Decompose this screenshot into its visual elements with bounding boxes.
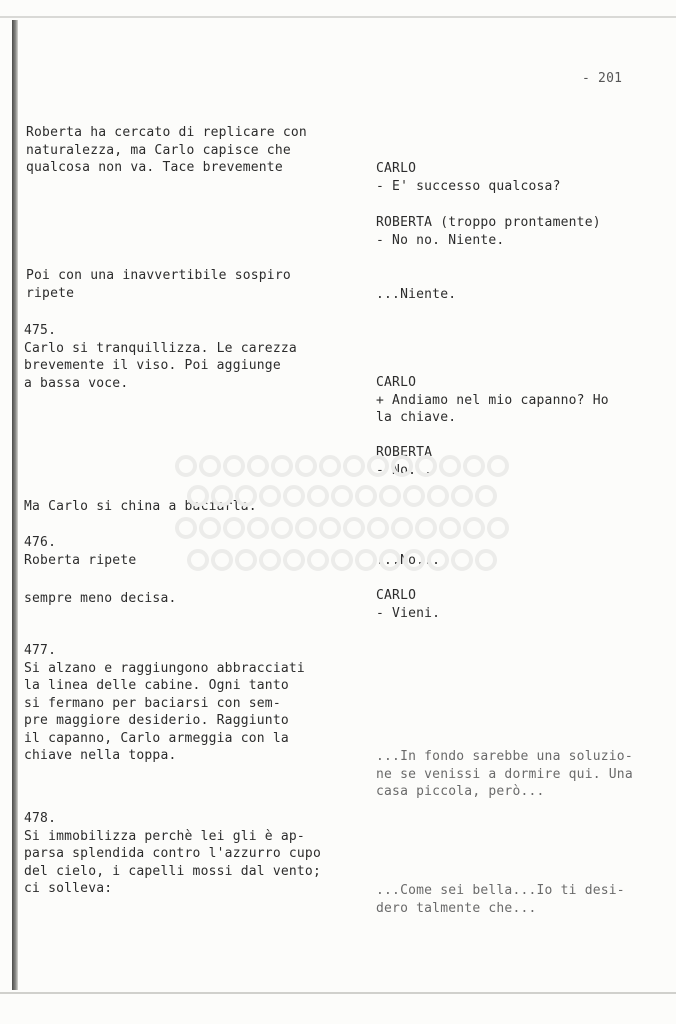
- action-paragraph: sempre meno decisa.: [24, 591, 177, 606]
- action-paragraph: Roberta ha cercato di replicare con naturalezza, ma Carlo capisce che qualcosa non va. Tace brevemente: [26, 125, 307, 175]
- scene-476-paragraph: 476. Roberta ripete: [24, 535, 137, 568]
- page-number: - 201: [582, 71, 623, 86]
- dialogue-block: ROBERTA - No...: [376, 445, 433, 478]
- page-binding-edge: [12, 20, 18, 990]
- dialogue-block: CARLO - E' successo qualcosa?: [376, 161, 561, 194]
- action-paragraph: Poi con una inavvertibile sospiro ripete: [26, 268, 291, 301]
- page-bottom-edge: [0, 992, 676, 994]
- dialogue-block: ...Niente.: [376, 287, 457, 302]
- page-top-edge: [0, 16, 676, 18]
- scene-475-paragraph: 475. Carlo si tranquillizza. Le carezza brevemente il viso. Poi aggiunge a bassa voce.: [24, 323, 297, 391]
- dialogue-block: CARLO - Vieni.: [376, 588, 441, 621]
- watermark-pattern: [172, 452, 517, 582]
- dialogue-block: ...In fondo sarebbe una soluzio- ne se venissi a dormire qui. Una casa piccola, però...: [376, 749, 633, 799]
- dialogue-block: ...Come sei bella...Io ti desi- dero talmente che...: [376, 883, 625, 916]
- scene-478-paragraph: 478. Si immobilizza perchè lei gli è ap- parsa splendida contro l'azzurro cupo del cielo, i capelli mossi dal vento; ci solleva:: [24, 811, 321, 896]
- dialogue-block: CARLO + Andiamo nel mio capanno? Ho la chiave.: [376, 375, 609, 425]
- scene-477-paragraph: 477. Si alzano e raggiungono abbracciati la linea delle cabine. Ogni tanto si fermano per baciarsi con sem- pre maggiore desiderio. Raggiunto il capanno, Carlo armeggia con la chiave nella toppa.: [24, 643, 305, 763]
- action-paragraph: Ma Carlo si china a baciarla.: [24, 499, 257, 514]
- dialogue-block: ...No...: [376, 553, 441, 568]
- dialogue-block: ROBERTA (troppo prontamente) - No no. Niente.: [376, 215, 601, 248]
